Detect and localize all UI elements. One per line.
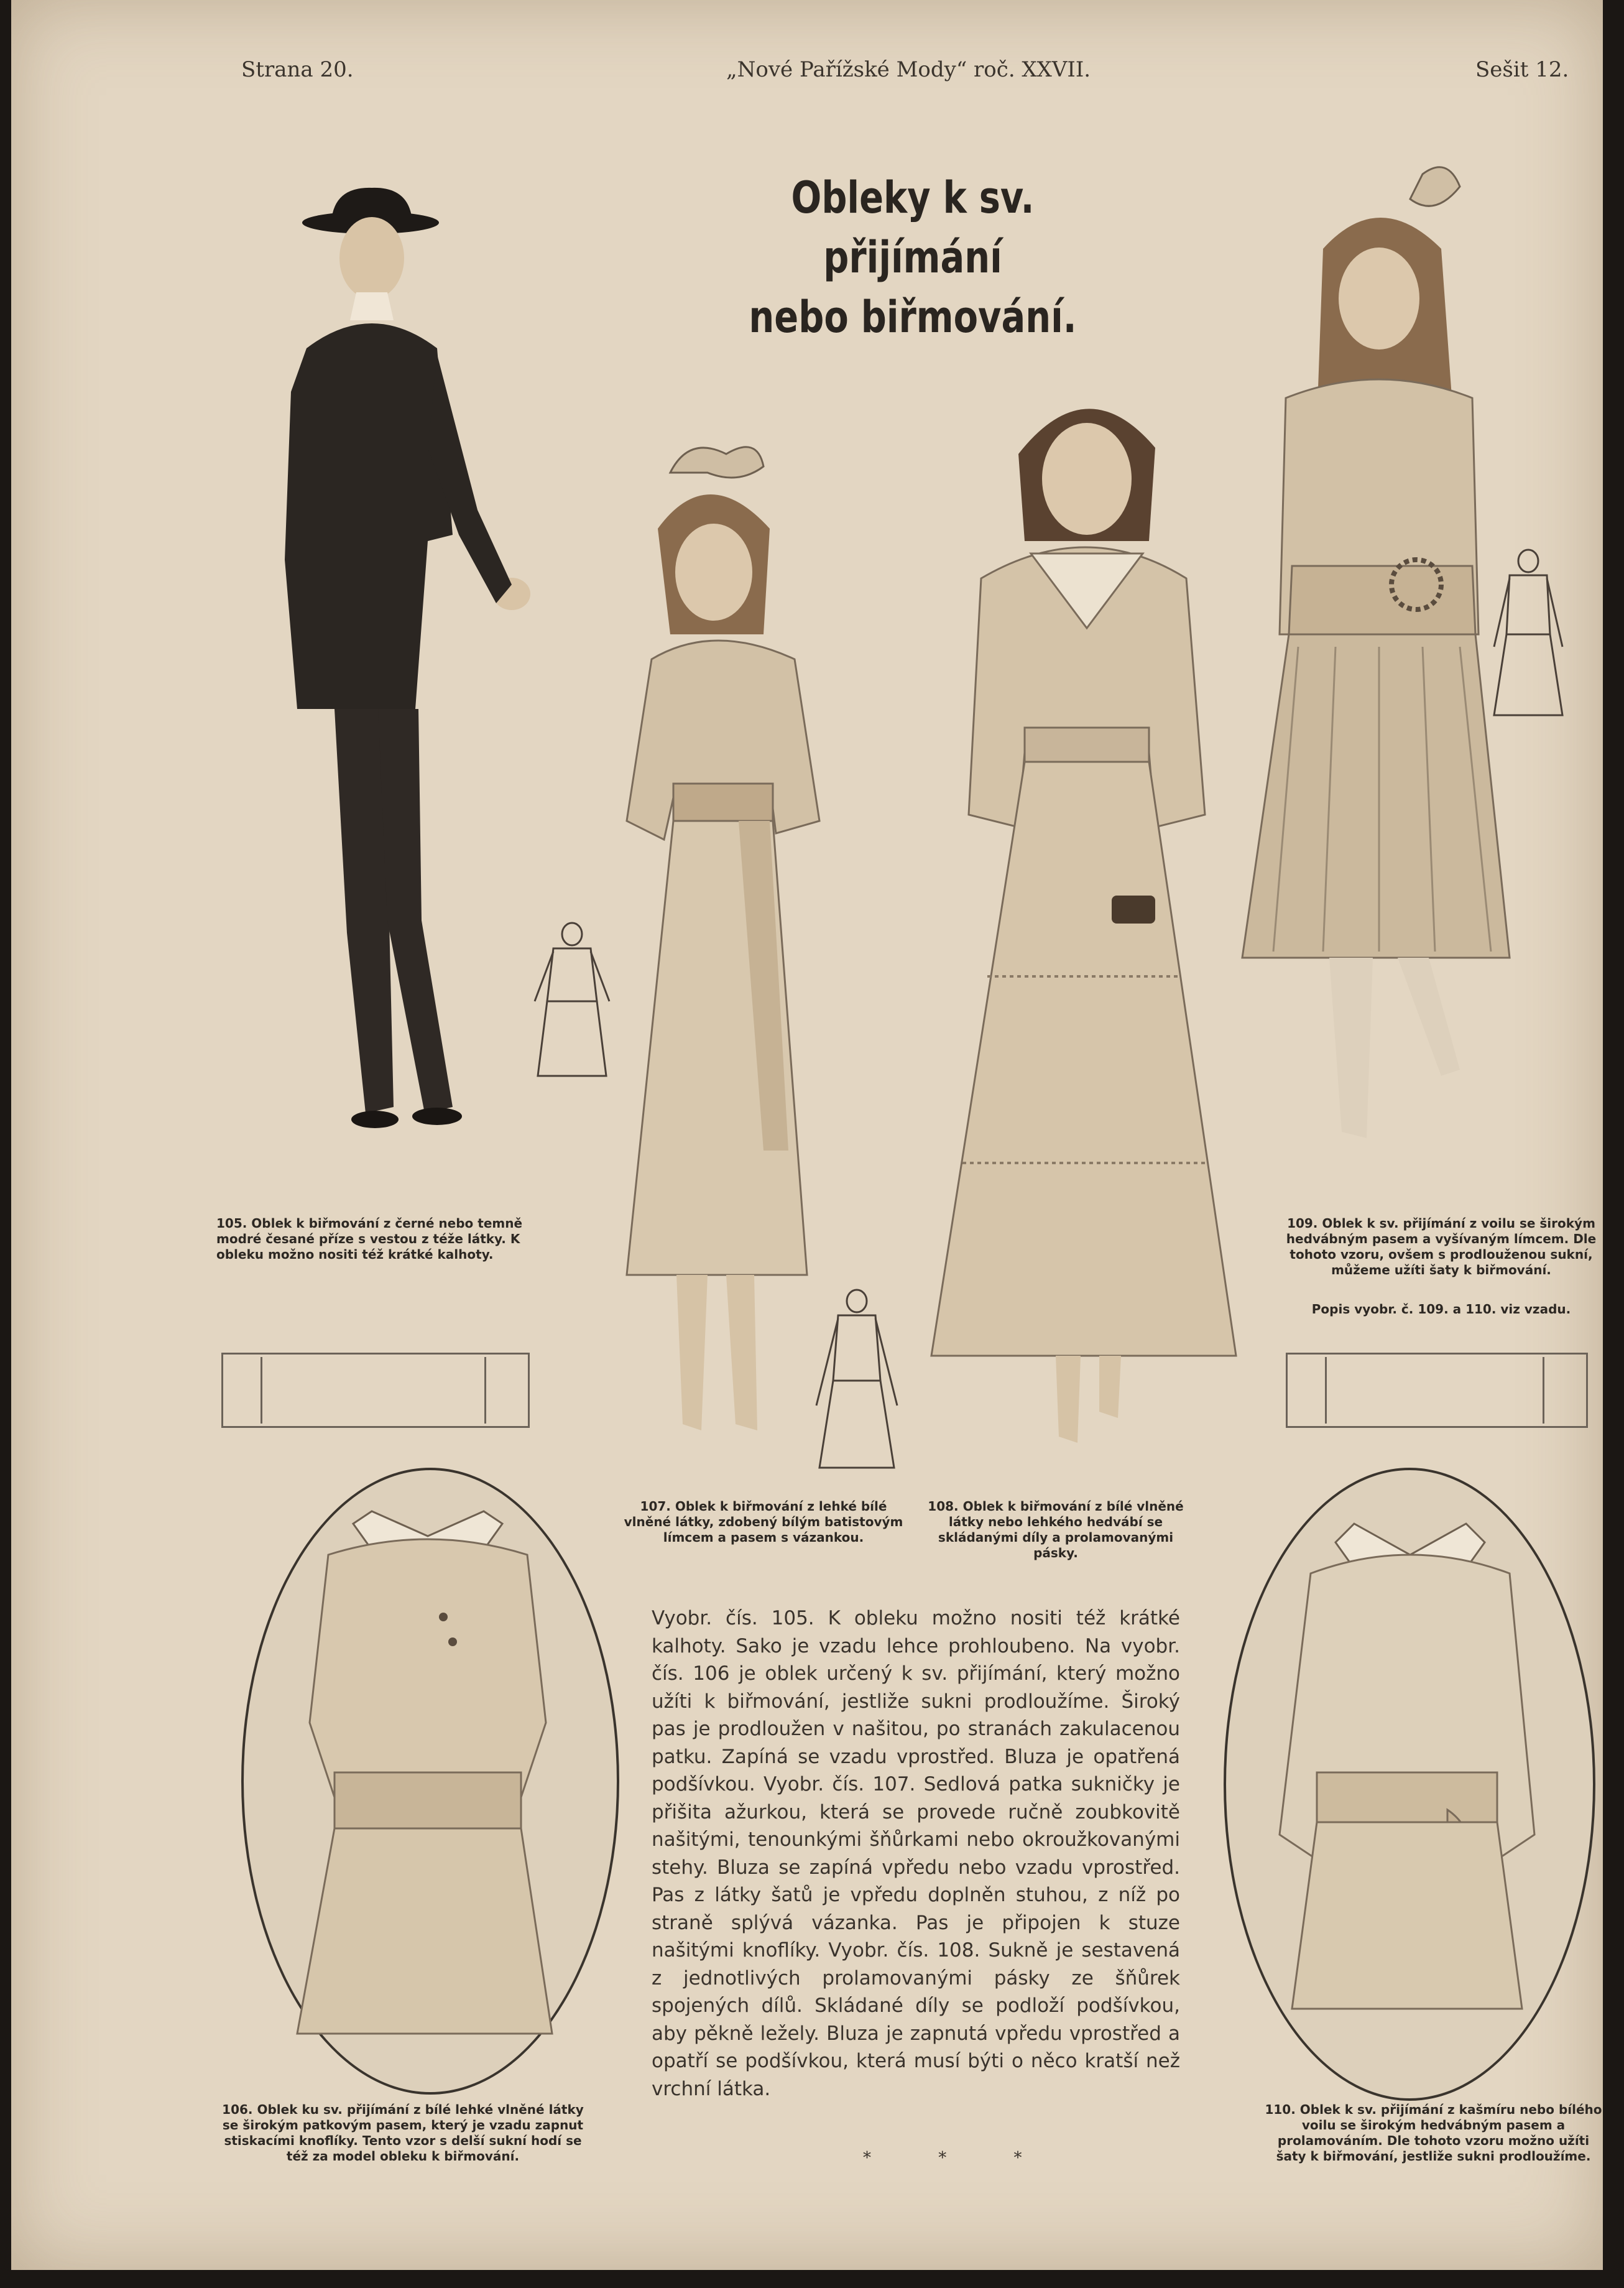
magazine-title: „Nové Pařížské Mody“ roč. XXVII. [726,57,1091,82]
body-text: Vyobr. čís. 105. K obleku možno nositi též krátké kalhoty. Sako je vzadu lehce prohloubeno. Na vyobr. čís. 106 je oblek určený k sv. přijímání, který možno užíti k biřmování, jestliže sukni prodloužíme. Široký pas je prodloužen v našitou, po stranách zakulacenou patku. Zapíná se vzadu vprostřed. Bluza je opatřená podšívkou. Vyobr. čís. 107. Sedlová patka sukničky je přišita ažurkou, která se provede ručně zoubkovitě našitými, tenounkými šňůrkami nebo okroužkovanými stehy. Bluza se zapíná vpředu nebo vzadu vprostřed. Pas z látky šatů je vpředu doplněn stuhou, z níž po straně splývá vázanka. Pas je připojen k stuze našitými knoflíky. Vyobr. čís. 108. Sukně je sestavená z jednotlivých prolamovanými pásky ze šňůrek spojených dílů. Skládané díly se podloží podšívkou, aby pěkně ležely. Bluza je zapnutá vpředu vprostřed a opatří se podšívkou, která musí býti o něco kratší než vrchní látka. [652,1607,1180,2100]
figure-105-boy-suit [272,187,546,1182]
caption-109-note: Popis vyobr. č. 109. a 110. viz vzadu. [1311,1302,1571,1317]
sketch-109-back-view [1485,547,1572,721]
figure-106-dress [285,1499,571,2046]
page-number: Strana 20. [241,57,354,82]
page-title-line-2: nebo biřmování. [749,292,1077,343]
caption-107: 107. Oblek k biřmování z lehké bílé vlněné látky, zdobený bílým batistovým límcem a pasem s vázankou. [624,1499,903,1545]
figure-110-dress [1261,1511,1553,2059]
page-title-line-1: Obleky k sv. přijímání [791,172,1035,283]
magazine-page [11,0,1603,2270]
caption-110: 110. Oblek k sv. přijímání z kašmíru nebo bílého voilu se širokým hedvábným pasem a prolamováním. Dle tohoto vzoru možno užíti šaty k biřmování, jestliže sukni prodloužíme. [1265,2102,1602,2164]
caption-108: 108. Oblek k biřmování z bílé vlněné látky nebo lehkého hedvábí se skládanými díly a prolamovanými pásky. [928,1499,1184,1560]
issue-number: Sešit 12. [1475,57,1569,82]
caption-109: 109. Oblek k sv. přijímání z voilu se širokým hedvábným pasem a vyšívaným límcem. Dle tohoto vzoru, ovšem s prodlouženou sukní, můžeme užíti šaty k biřmování. [1286,1216,1597,1277]
sketch-108-back-view [807,1287,907,1474]
decorative-frame-left [221,1353,530,1428]
page-title [670,168,1155,347]
decorative-frame-right [1286,1353,1588,1428]
caption-105: 105. Oblek k biřmování z černé nebo temně modré česané příze s vestou z téže látky. K obleku možno nositi též krátké kalhoty. [216,1216,523,1262]
caption-106: 106. Oblek ku sv. přijímání z bílé lehké vlněné látky se širokým patkovým pasem, který je vzadu zapnut stiskacími knoflíky. Tento vzor s delší sukní hodí se též za model obleku k biřmování. [222,2102,584,2164]
ornament-stars: * * * [863,2149,1053,2167]
figure-108-girl-dress [913,354,1261,1474]
